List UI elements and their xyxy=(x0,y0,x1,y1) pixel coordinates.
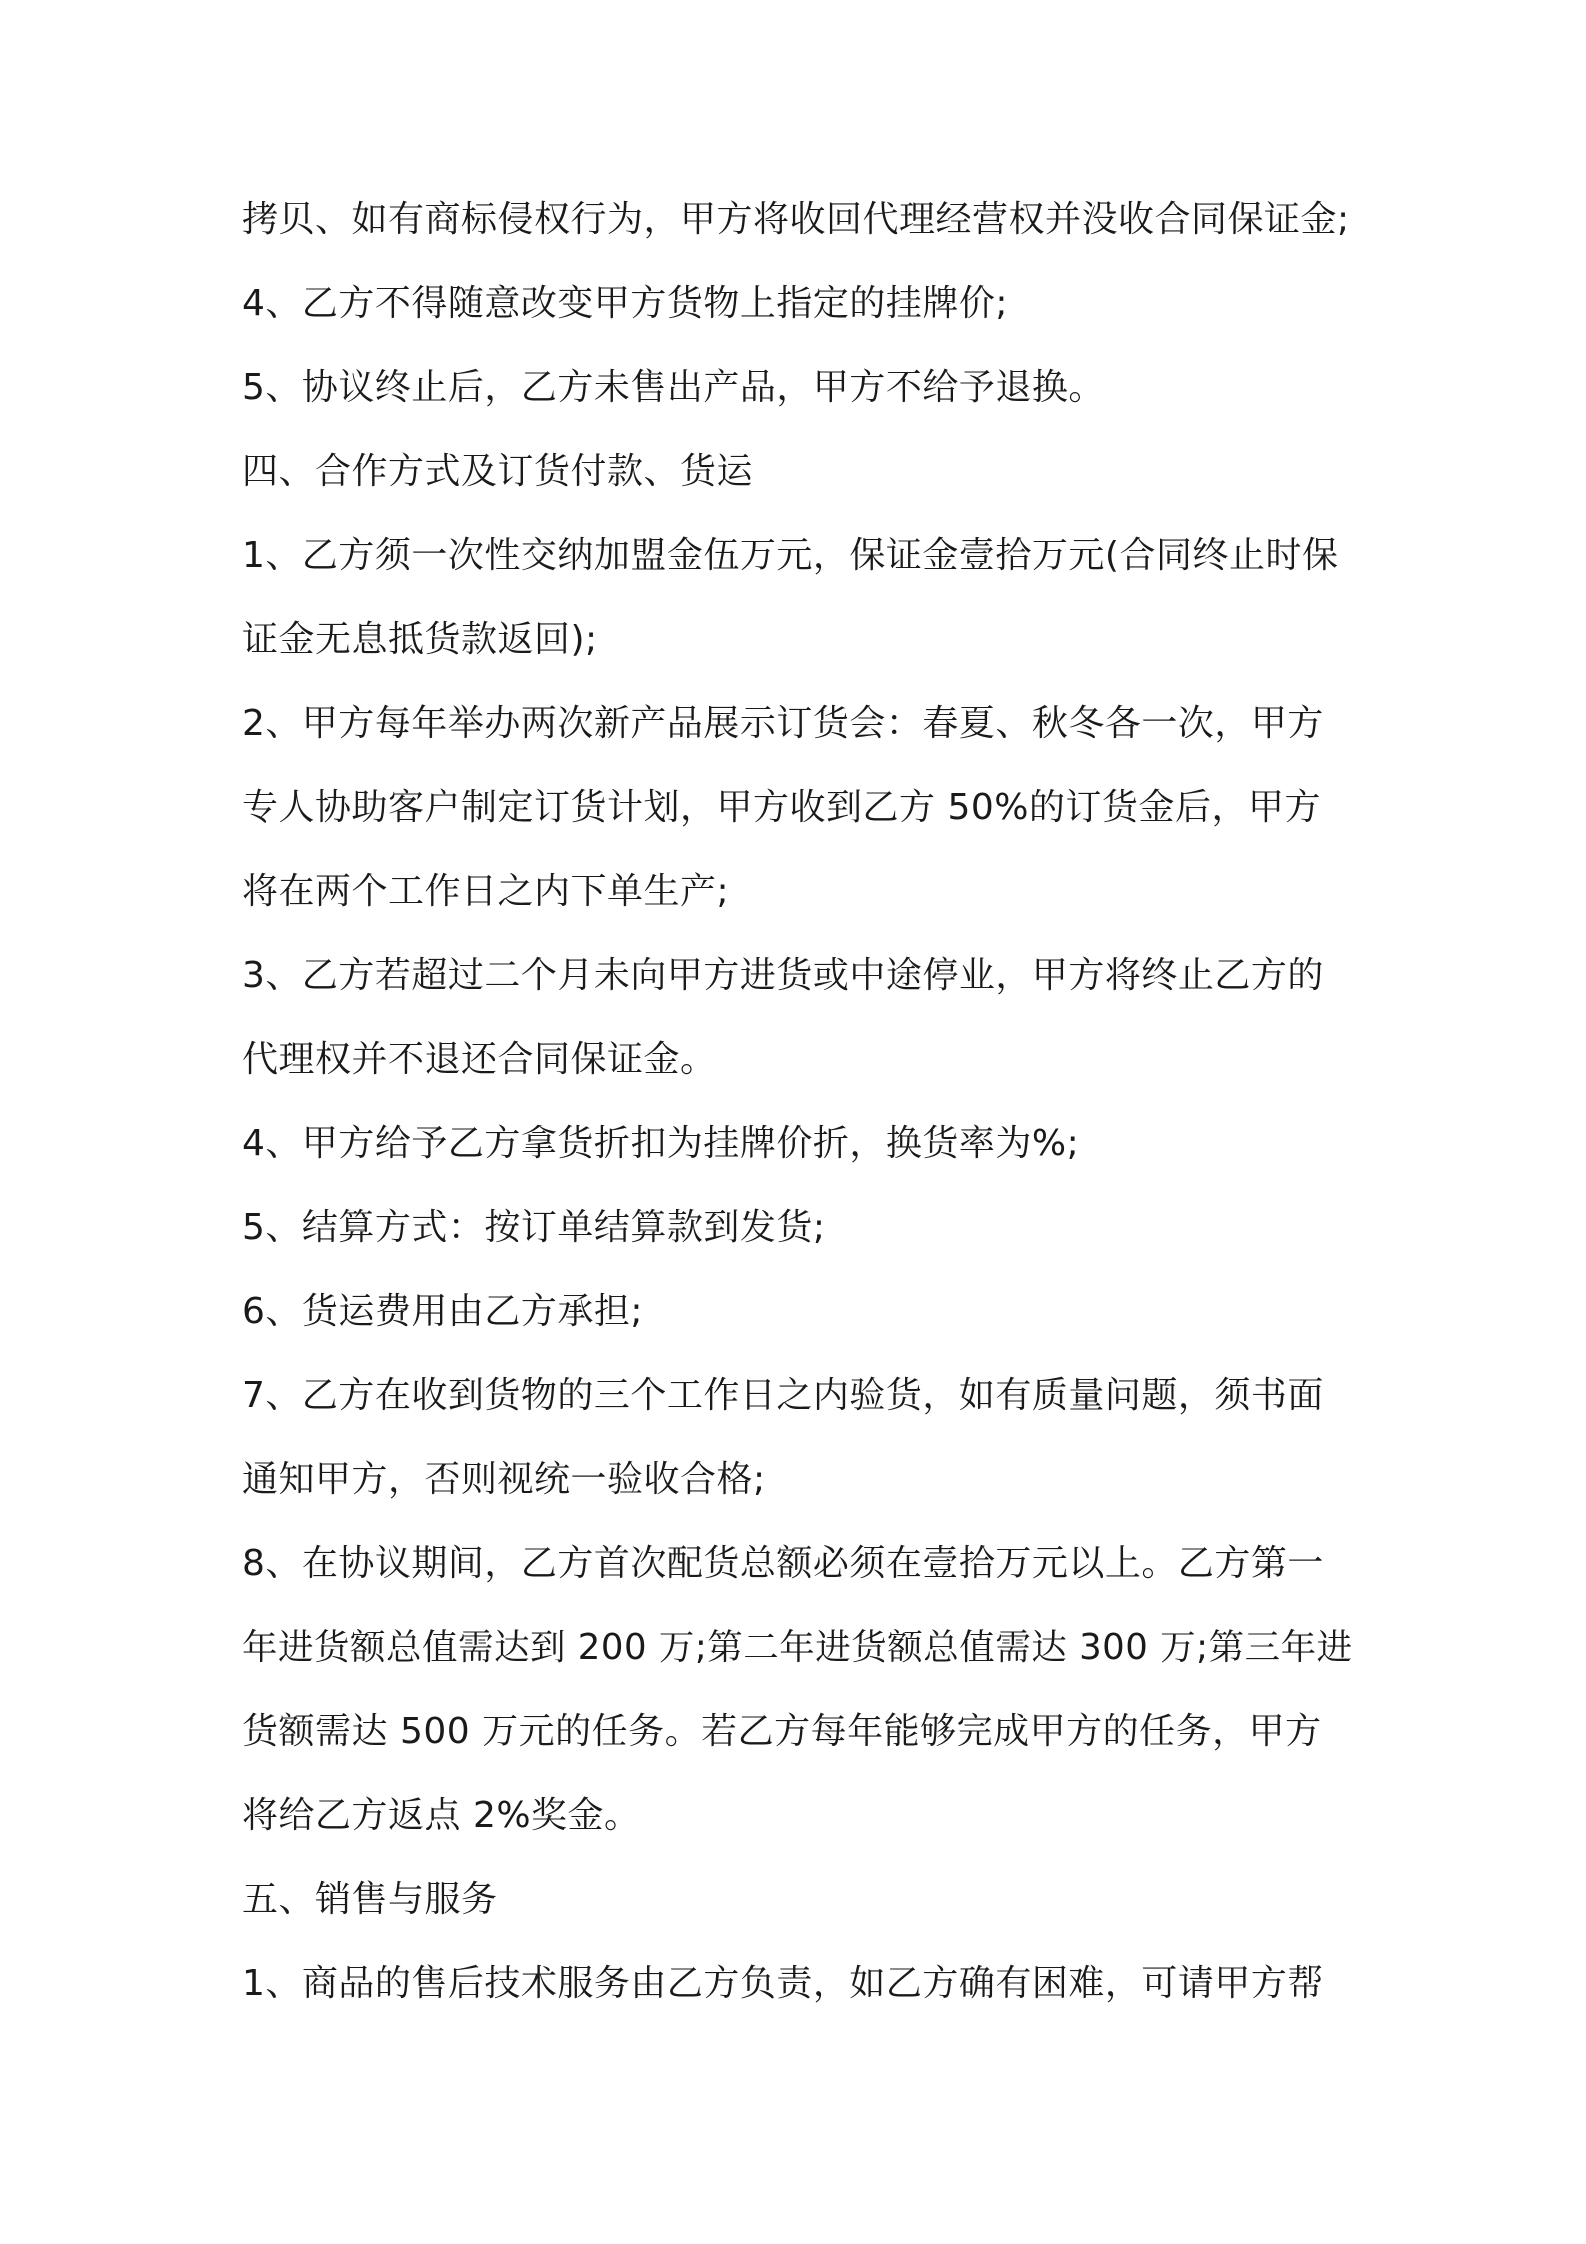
text-line: 7、乙方在收到货物的三个工作日之内验货，如有质量问题，须书面 xyxy=(242,1375,1324,1416)
text-line: 将在两个工作日之内下单生产; xyxy=(242,871,730,912)
text-line: 6、货运费用由乙方承担; xyxy=(242,1291,644,1332)
text-line: 4、甲方给予乙方拿货折扣为挂牌价折，换货率为%; xyxy=(242,1123,1080,1164)
text-line: 货额需达 500 万元的任务。若乙方每年能够完成甲方的任务，甲方 xyxy=(242,1711,1322,1752)
text-line: 年进货额总值需达到 200 万;第二年进货额总值需达 300 万;第三年进 xyxy=(242,1627,1353,1668)
text-line: 4、乙方不得随意改变甲方货物上指定的挂牌价; xyxy=(242,283,1009,324)
section-heading: 五、销售与服务 xyxy=(242,1879,498,1920)
text-line: 将给乙方返点 2%奖金。 xyxy=(242,1795,641,1836)
text-line: 专人协助客户制定订货计划，甲方收到乙方 50%的订货金后，甲方 xyxy=(242,787,1321,828)
text-line: 3、乙方若超过二个月未向甲方进货或中途停业，甲方将终止乙方的 xyxy=(242,955,1324,996)
text-line: 1、乙方须一次性交纳加盟金伍万元，保证金壹拾万元(合同终止时保 xyxy=(242,535,1339,576)
text-line: 5、结算方式：按订单结算款到发货; xyxy=(242,1207,826,1248)
text-line: 拷贝、如有商标侵权行为，甲方将收回代理经营权并没收合同保证金; xyxy=(242,199,1350,240)
section-heading: 四、合作方式及订货付款、货运 xyxy=(242,451,754,492)
text-line: 5、协议终止后，乙方未售出产品，甲方不给予退换。 xyxy=(242,367,1105,408)
text-line: 通知甲方，否则视统一验收合格; xyxy=(242,1459,766,1500)
text-line: 代理权并不退还合同保证金。 xyxy=(242,1039,717,1080)
text-line: 证金无息抵货款返回); xyxy=(242,619,598,660)
text-line: 8、在协议期间，乙方首次配货总额必须在壹拾万元以上。乙方第一 xyxy=(242,1543,1324,1584)
text-line: 2、甲方每年举办两次新产品展示订货会：春夏、秋冬各一次，甲方 xyxy=(242,703,1324,744)
text-line: 1、商品的售后技术服务由乙方负责，如乙方确有困难，可请甲方帮 xyxy=(242,1963,1324,2004)
